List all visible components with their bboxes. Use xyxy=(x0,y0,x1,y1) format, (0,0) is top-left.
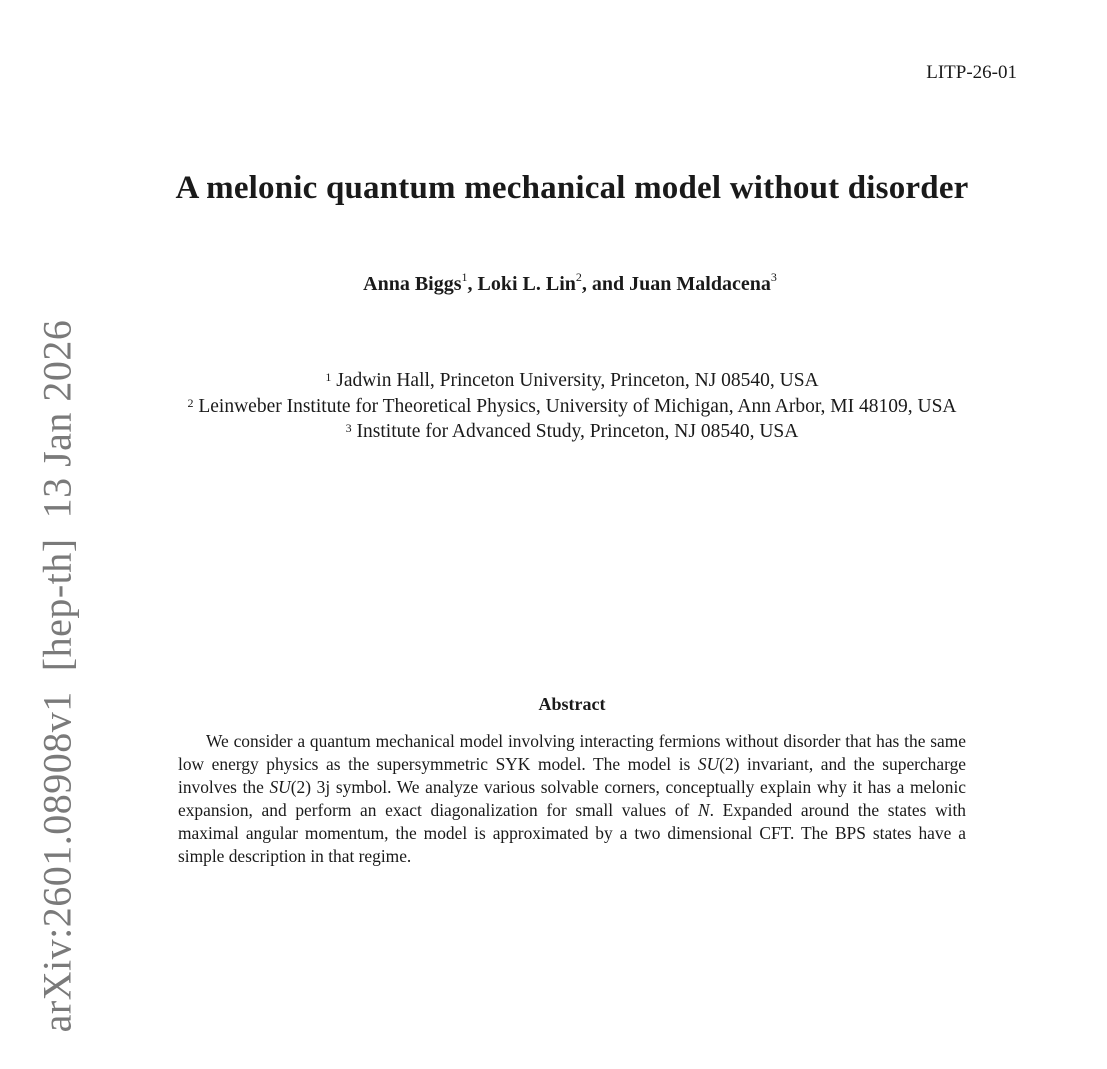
author-list xyxy=(0,270,1107,296)
arxiv-id: arXiv:2601.08908v1 xyxy=(34,691,80,1033)
math-su: SU xyxy=(269,777,291,797)
arxiv-date: 13 Jan 2026 xyxy=(34,319,80,519)
affiliations xyxy=(0,368,1107,445)
author-affil-mark: 2 xyxy=(575,270,582,284)
math-n: N xyxy=(697,800,710,820)
affiliation-line xyxy=(0,368,1107,394)
math-arg: (2) xyxy=(290,777,312,797)
author-separator: , and xyxy=(581,273,630,295)
math-su: SU xyxy=(697,754,720,774)
affiliation-text: Institute for Advanced Study, Princeton, NJ 08540, USA xyxy=(356,421,799,442)
abstract-segment: invariant, and the supercharge involves the xyxy=(178,754,966,797)
affiliation-mark: 3 xyxy=(345,421,352,435)
affiliation-line xyxy=(0,394,1107,420)
abstract-heading: Abstract xyxy=(538,694,606,714)
affiliation-line xyxy=(0,419,1107,445)
affiliation-mark: 2 xyxy=(187,395,194,410)
arxiv-category: [hep-th] xyxy=(34,538,80,672)
author-affil-mark: 1 xyxy=(461,270,468,284)
author-name: Anna Biggs xyxy=(363,273,462,295)
author-affil-mark: 3 xyxy=(770,270,777,284)
author-separator: , xyxy=(467,273,478,295)
abstract-segment: . Expanded around the states with maximal angular momentum, the model is approximated by a two dimensional CFT. The BPS states have a simple description in that regime. xyxy=(178,800,966,866)
author-name: Loki L. Lin xyxy=(477,273,576,295)
author-name: Juan Maldacena xyxy=(629,273,771,295)
abstract-segment: We consider a quantum mechanical model involving interacting fermions without disorder that has the same low energy physics as the supersymmetric SYK model. The model is xyxy=(178,731,966,774)
abstract-text xyxy=(178,730,966,868)
paper-title: A melonic quantum mechanical model without disorder xyxy=(175,170,969,206)
affiliation-text: Jadwin Hall, Princeton University, Princeton, NJ 08540, USA xyxy=(336,370,819,391)
math-arg: (2) xyxy=(719,754,740,774)
report-number: LITP-26-01 xyxy=(926,62,1017,83)
affiliation-text: Leinweber Institute for Theoretical Physics, University of Michigan, Ann Arbor, MI 48109, USA xyxy=(198,395,957,417)
affiliation-mark: 1 xyxy=(325,370,332,384)
abstract-segment: 3j symbol. We analyze various solvable corners, conceptually explain why it has a melonic expansion, and perform an exact diagonalization for small values of xyxy=(178,777,967,820)
